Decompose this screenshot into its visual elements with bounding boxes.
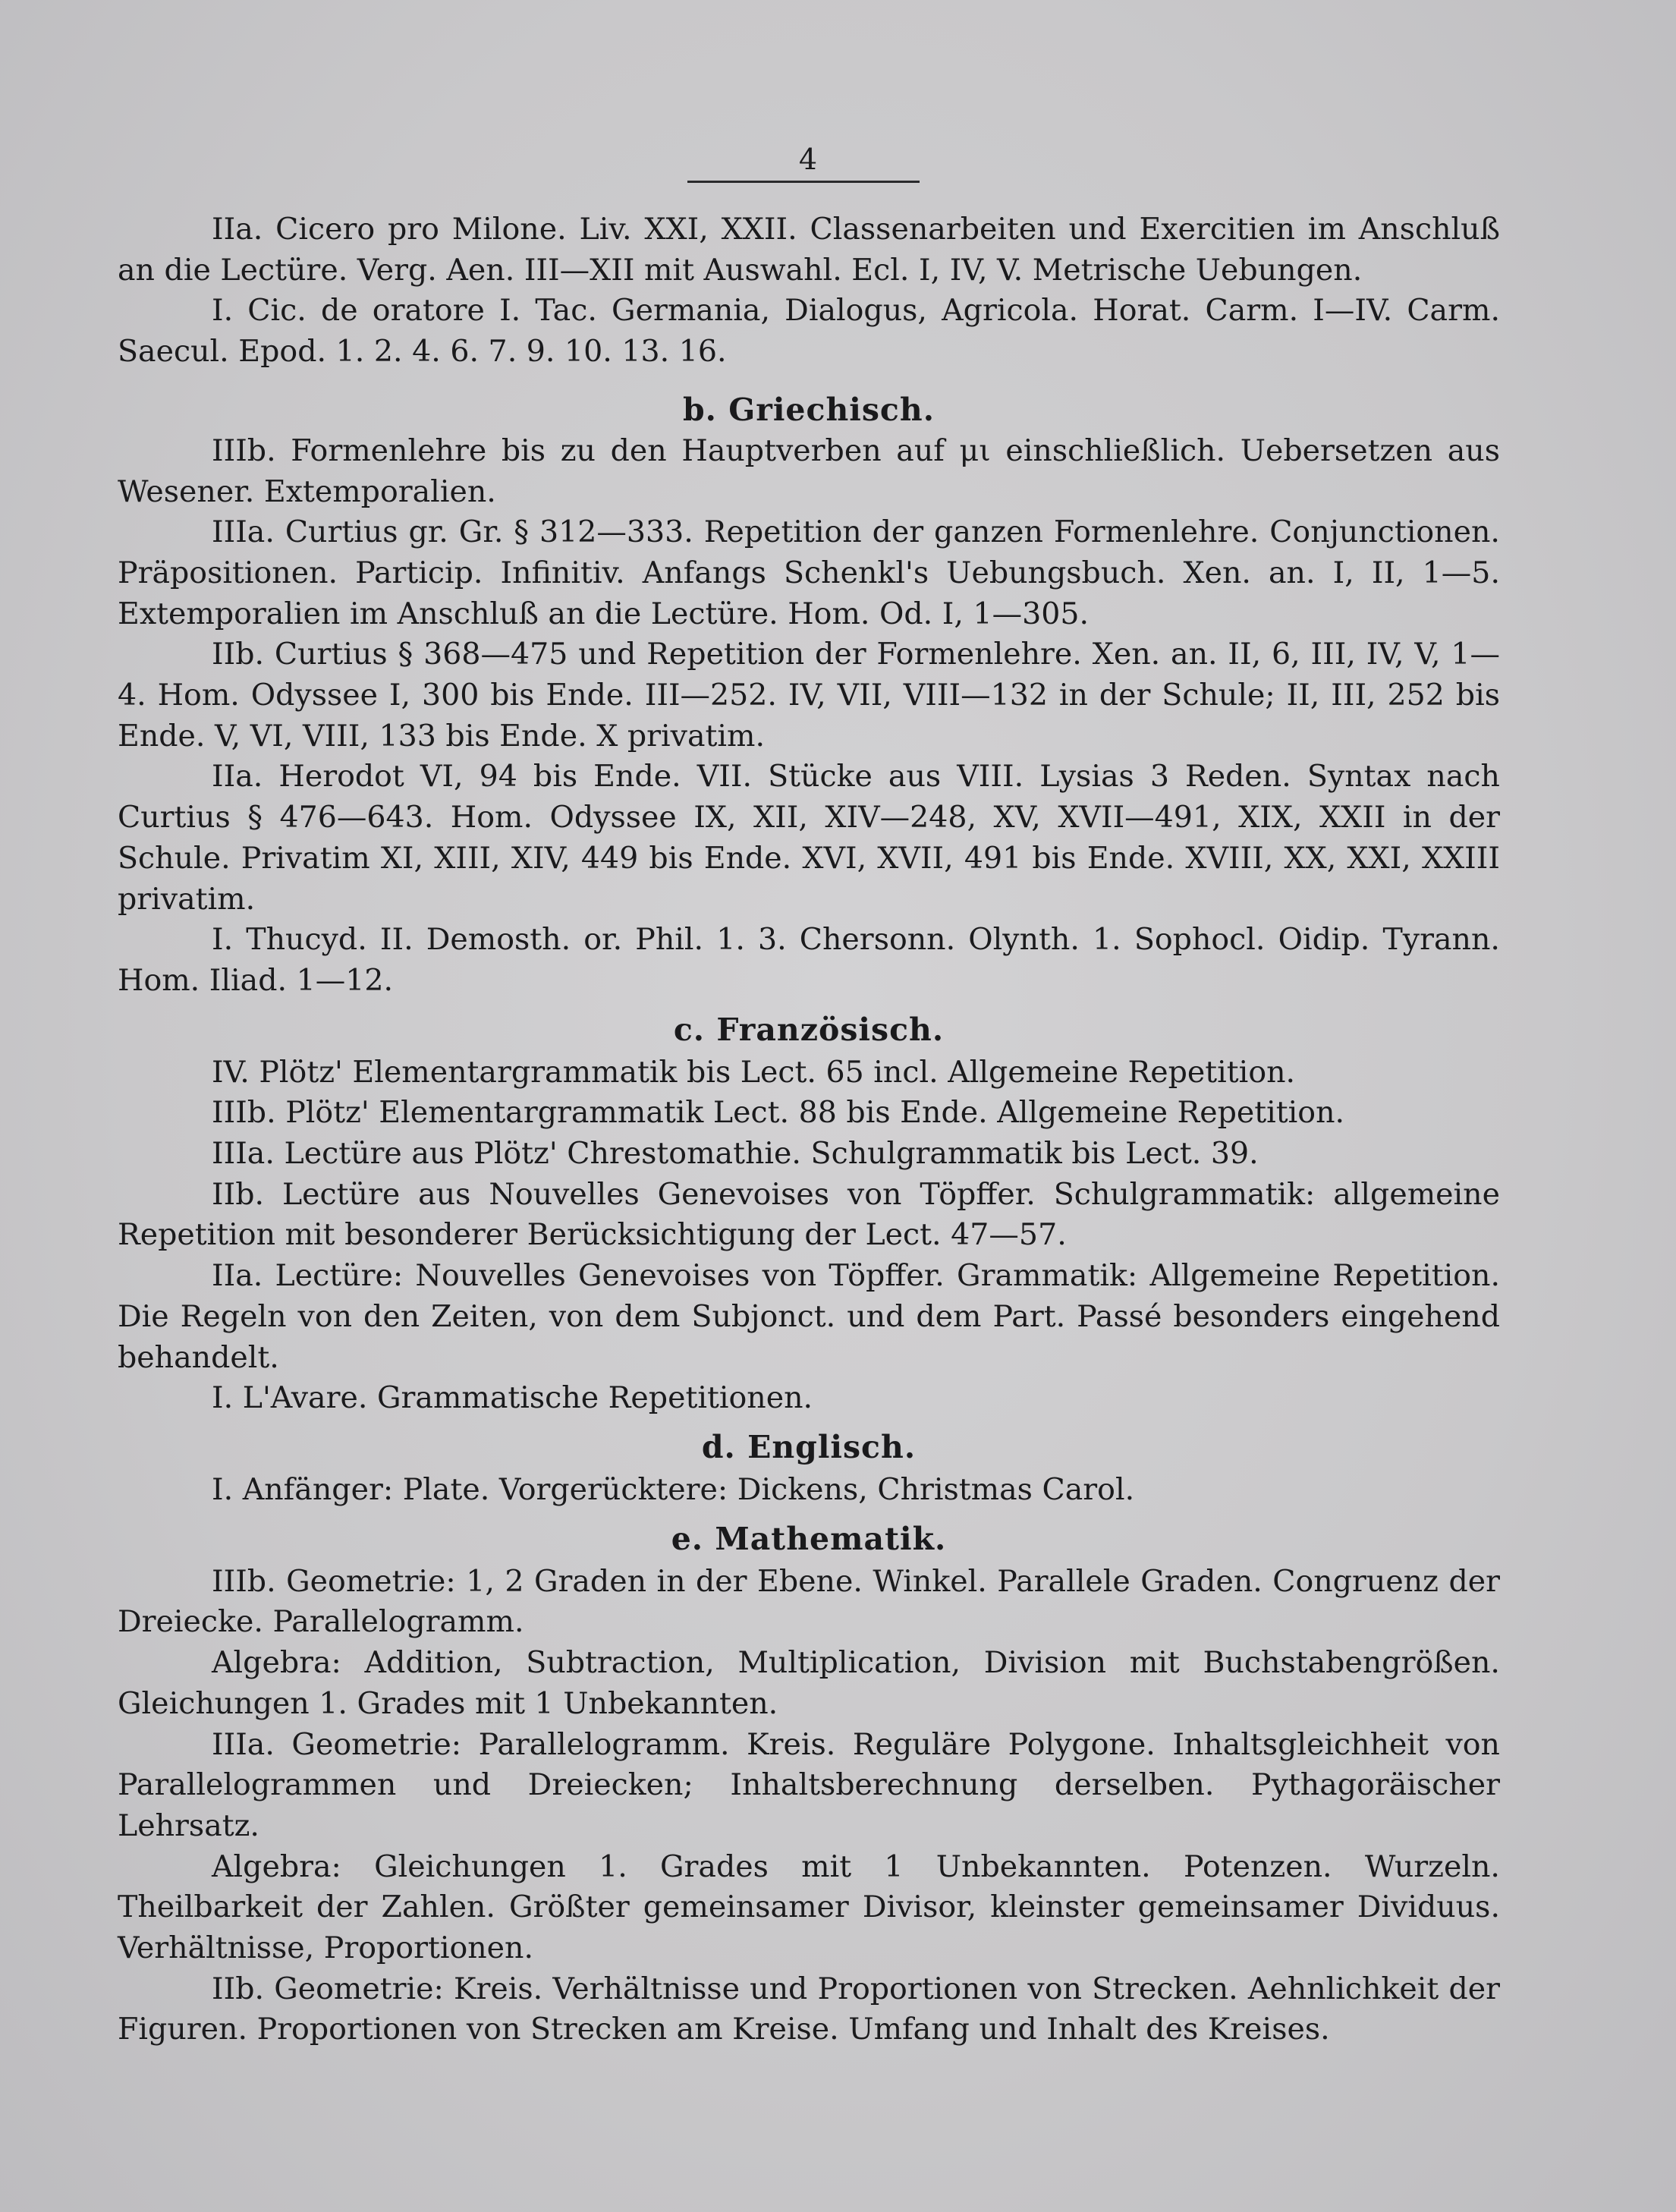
document-body bbox=[118, 209, 1500, 2050]
header-rule bbox=[687, 181, 920, 183]
latin-IIa: IIa. Cicero pro Milone. Liv. XXI, XXII. Classenarbeiten und Exercitien im Anschluß an die Lectüre. Verg. Aen. III—XII mit Auswahl. Ecl. I, IV, V. Metrische Uebungen. bbox=[118, 212, 1500, 288]
french-IIIa: IIIa. Lectüre aus Plötz' Chrestomathie. Schulgrammatik bis Lect. 39. bbox=[212, 1136, 1259, 1172]
french-IIa: IIa. Lectüre: Nouvelles Genevoises von Töpffer. Grammatik: Allgemeine Repetition. Die Regeln von den Zeiten, von dem Subjonct. und dem Part. Passé besonders eingehend behandelt. bbox=[118, 1258, 1500, 1375]
greek-I: I. Thucyd. II. Demosth. or. Phil. 1. 3. Chersonn. Olynth. 1. Sophocl. Oidip. Tyrann. Hom. Iliad. 1—12. bbox=[118, 922, 1500, 998]
greek-IIb: IIb. Curtius § 368—475 und Repetition der Formenlehre. Xen. an. II, 6, III, IV, V, 1—4. Hom. Odyssee I, 300 bis Ende. III—252. IV, VII, VIII—132 in der Schule; II, III, 252 bis Ende. V, VI, VIII, 133 bis Ende. X privatim. bbox=[118, 637, 1500, 754]
french-IIb: IIb. Lectüre aus Nouvelles Genevoises von Töpffer. Schulgrammatik: allgemeine Repetition mit besonderer Berücksichtigung der Lect. 47—57. bbox=[118, 1176, 1500, 1253]
french-IV: IV. Plötz' Elementargrammatik bis Lect. 65 incl. Allgemeine Repetition. bbox=[212, 1054, 1296, 1090]
math-IIIa-geometrie: IIIa. Geometrie: Parallelogramm. Kreis. Reguläre Polygone. Inhaltsgleichheit von Parallelogrammen und Dreiecken; Inhaltsberechnung derselben. Pythagoräischer Lehrsatz. bbox=[118, 1726, 1500, 1843]
heading-griechisch: b. Griechisch. bbox=[683, 391, 935, 428]
math-IIIb-algebra: Algebra: Addition, Subtraction, Multiplication, Division mit Buchstabengrößen. Gleichungen 1. Grades mit 1 Unbekannten. bbox=[118, 1645, 1500, 1721]
latin-I: I. Cic. de oratore I. Tac. Germania, Dialogus, Agricola. Horat. Carm. I—IV. Carm. Saecul. Epod. 1. 2. 4. 6. 7. 9. 10. 13. 16. bbox=[118, 293, 1500, 370]
math-IIIb-geometrie: IIIb. Geometrie: 1, 2 Graden in der Ebene. Winkel. Parallele Graden. Congruenz der Dreiecke. Parallelogramm. bbox=[118, 1563, 1500, 1640]
greek-IIIb: IIIb. Formenlehre bis zu den Hauptverben auf μι einschließlich. Uebersetzen aus Wesener. Extemporalien. bbox=[118, 433, 1500, 509]
french-I: I. L'Avare. Grammatische Repetitionen. bbox=[212, 1380, 813, 1416]
math-IIb-geometrie: IIb. Geometrie: Kreis. Verhältnisse und Proportionen von Strecken. Aehnlichkeit der Figuren. Proportionen von Strecken am Kreise. Umfang und Inhalt des Kreises. bbox=[118, 1971, 1500, 2047]
math-IIIa-algebra: Algebra: Gleichungen 1. Grades mit 1 Unbekannten. Potenzen. Wurzeln. Theilbarkeit der Zahlen. Größter gemeinsamer Divisor, kleinster gemeinsamer Dividuus. Verhältnisse, Proportionen. bbox=[118, 1849, 1500, 1966]
heading-mathematik: e. Mathematik. bbox=[671, 1520, 947, 1557]
heading-englisch: d. Englisch. bbox=[701, 1428, 917, 1465]
greek-IIa: IIa. Herodot VI, 94 bis Ende. VII. Stücke aus VIII. Lysias 3 Reden. Syntax nach Curtius § 476—643. Hom. Odyssee IX, XII, XIV—248, XV, XVII—491, XIX, XXII in der Schule. Privatim XI, XIII, XIV, 449 bis Ende. XVI, XVII, 491 bis Ende. XVIII, XX, XXI, XXIII privatim. bbox=[118, 759, 1500, 917]
heading-franzoesisch: c. Französisch. bbox=[673, 1011, 945, 1048]
french-IIIb: IIIb. Plötz' Elementargrammatik Lect. 88 bis Ende. Allgemeine Repetition. bbox=[212, 1095, 1345, 1131]
greek-IIIa: IIIa. Curtius gr. Gr. § 312—333. Repetition der ganzen Formenlehre. Conjunctionen. Präpositionen. Particip. Infinitiv. Anfangs Schenkl's Uebungsbuch. Xen. an. I, II, 1—5. Extemporalien im Anschluß an die Lectüre. Hom. Od. I, 1—305. bbox=[118, 514, 1500, 631]
page-number: 4 bbox=[798, 143, 818, 176]
english-I: I. Anfänger: Plate. Vorgerücktere: Dickens, Christmas Carol. bbox=[212, 1471, 1135, 1507]
